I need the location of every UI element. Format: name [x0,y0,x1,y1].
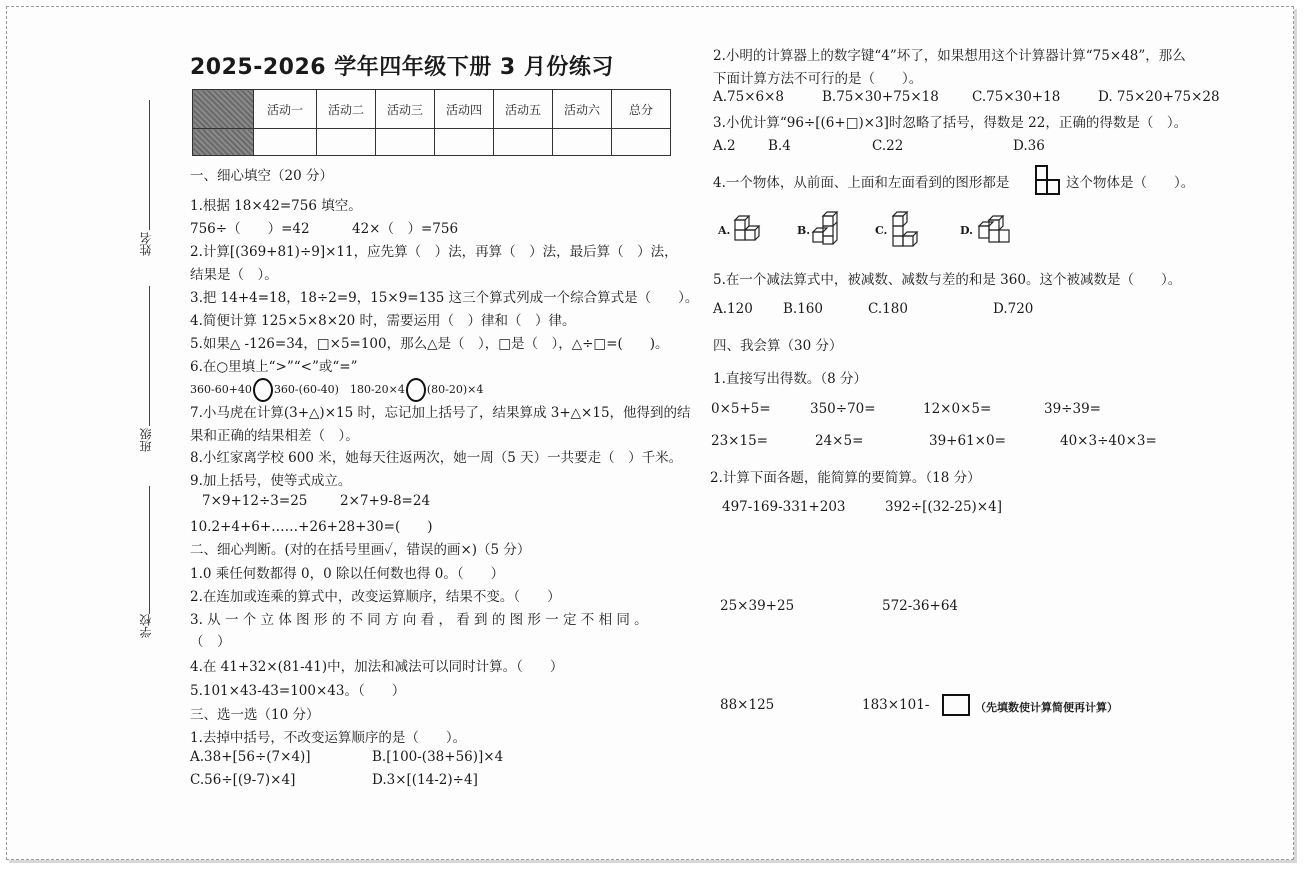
score-cell[interactable] [553,129,612,156]
choice-option: D. [960,224,973,237]
score-cell[interactable] [317,129,376,156]
cube-stack-icon [809,210,845,248]
question-text: 2×7+9-8=24 [340,493,431,509]
question-text: 2.计算下面各题，能简算的要简算。（18 分） [710,470,981,486]
calc-item: 497-169-331+203 [722,499,846,515]
question-text: 2.小明的计算器上的数字键“4”坏了，如果想用这个计算器计算“75×48”，那么 [713,48,1186,64]
question-text: 这个物体是（ ）。 [1066,175,1195,191]
section-heading: 一、细心填空（20 分） [190,168,333,184]
question-text: 2.在连加或连乘的算式中，改变运算顺序，结果不变。（ ） [190,589,561,605]
cube-stack-icon [887,210,921,248]
question-text: 下面计算方法不可行的是（ ）。 [713,71,923,87]
question-text: 3. 从 一 个 立 体 图 形 的 不 同 方 向 看 ， 看 到 的 图 形 一 定 不 相 同 。 [190,612,648,628]
calc-item: 25×39+25 [720,598,795,614]
question-text: 1.去掉中括号，不改变运算顺序的是（ ）。 [190,730,467,746]
oral-calc-item: 40×3÷40×3= [1060,433,1157,449]
choice-option: A.75×6×8 [713,89,785,105]
score-cell[interactable] [612,129,671,156]
calc-item: 392÷[(32-25)×4] [885,499,1002,515]
choice-option: C.56÷[(9-7)×4] [190,772,296,788]
question-text: 7.小马虎在计算(3+△)×15 时，忘记加上括号了，结果算成 3+△×15，他得到的结 [190,405,691,421]
compare-expression: 360-60+40 [190,383,252,396]
question-text: 果和正确的结果相差（ ）。 [190,428,359,444]
view-shape-icon [1035,164,1061,196]
choice-option: D.36 [1013,138,1045,154]
question-text: 1.0 乘任何数都得 0，0 除以任何数也得 0。（ ） [190,566,505,582]
question-text: 7×9+12÷3=25 [202,493,308,509]
choice-option: B. [797,224,811,237]
score-cell[interactable] [435,129,494,156]
oral-calc-item: 0×5+5= [711,401,771,417]
question-text: 5.如果△ -126=34，□×5=100，那么△是（ ），□是（ ），△÷□=( )。 [190,336,669,352]
name-label: 姓名 [139,232,153,256]
question-text: 10.2+4+6+……+26+28+30=( ) [190,519,433,535]
score-header: 活动二 [317,90,376,129]
choice-option: B.[100-(38+56)]×4 [372,749,504,765]
school-line [149,486,150,614]
choice-option: A.120 [713,301,753,317]
choice-option: B.75×30+75×18 [822,89,939,105]
score-corner [193,90,254,129]
compare-expression: 360-(60-40) 180-20×4 [273,383,405,396]
question-text: 结果是（ ）。 [190,267,278,283]
choice-option: D. 75×20+75×28 [1098,89,1220,105]
section-heading: 三、选一选（10 分） [190,707,320,723]
choice-option: C.75×30+18 [972,89,1061,105]
question-text: 1.直接写出得数。（8 分） [713,371,868,387]
question-text: 4.简便计算 125×5×8×20 时，需要运用（ ）律和（ ）律。 [190,313,576,329]
calc-item: 183×101- [862,697,930,713]
name-line [149,100,150,230]
cube-stack-icon [975,212,1015,246]
question-text: 3.小优计算“96÷[(6+□)×3]时忽略了括号，得数是 22，正确的得数是（ ）。 [713,115,1188,131]
calc-note: （先填数使计算简便再计算） [975,701,1118,714]
question-text: 9.加上括号，使等式成立。 [190,473,352,489]
compare-expression: (80-20)×4 [426,383,484,396]
score-cell[interactable] [494,129,553,156]
choice-option: C. [875,224,888,237]
question-text: （ ） [190,634,231,650]
choice-option: A.38+[56÷(7×4)] [190,749,311,765]
score-cell[interactable] [376,129,435,156]
section-heading: 四、我会算（30 分） [713,338,843,354]
question-text: 6.在○里填上“>”“<”或“=” [190,359,358,375]
choice-option: C.22 [872,138,904,154]
compare-row [190,378,483,402]
section-heading: 二、细心判断。(对的在括号里画✓，错误的画×)（5 分） [190,542,531,558]
question-text: 2.计算[(369+81)÷9]×11，应先算（ ）法，再算（ ）法，最后算（ ）法， [190,244,678,260]
choice-option: B.160 [783,301,823,317]
question-text: 5.101×43-43=100×43。（ ） [190,683,406,699]
class-label: 班级 [139,428,153,452]
score-header: 总分 [612,90,671,129]
choice-option: D.720 [993,301,1034,317]
choice-option: B.4 [768,138,791,154]
score-header: 活动一 [254,90,317,129]
question-text: 4.一个物体，从前面、上面和左面看到的图形都是 [713,175,1010,191]
question-text: 5.在一个减法算式中，被减数、减数与差的和是 360。这个被减数是（ ）。 [713,272,1182,288]
score-cell[interactable] [254,129,317,156]
page-title: 2025-2026 学年四年级下册 3 月份练习 [190,55,614,80]
question-text: 42×（ ）=756 [352,221,459,237]
question-text: 4.在 41+32×(81-41)中，加法和减法可以同时计算。（ ） [190,659,564,675]
score-header: 活动五 [494,90,553,129]
score-corner [193,129,254,156]
oral-calc-item: 39÷39= [1044,401,1101,417]
score-table [192,89,671,156]
class-line [149,286,150,426]
compare-circle[interactable] [406,378,426,402]
question-text: 8.小红家离学校 600 米，她每天往返两次，她一周（5 天）一共要走（ ）千米。 [190,450,683,466]
oral-calc-item: 23×15= [711,433,768,449]
calc-item: 88×125 [720,697,775,713]
score-header: 活动三 [376,90,435,129]
oral-calc-item: 12×0×5= [923,401,992,417]
oral-calc-item: 350÷70= [810,401,876,417]
choice-option: A.2 [713,138,736,154]
compare-circle[interactable] [253,378,273,402]
cube-stack-icon [731,212,763,246]
calc-item: 572-36+64 [882,598,958,614]
oral-calc-item: 39+61×0= [929,433,1006,449]
score-header: 活动四 [435,90,494,129]
oral-calc-item: 24×5= [815,433,864,449]
question-text: 1.根据 18×42=756 填空。 [190,198,362,214]
choice-option: D.3×[(14-2)÷4] [372,772,478,788]
fill-in-box[interactable] [942,694,970,716]
choice-option: A. [718,224,731,237]
school-label: 学校 [139,614,153,638]
score-header: 活动六 [553,90,612,129]
choice-option: C.180 [868,301,908,317]
question-text: 3.把 14+4=18，18÷2=9，15×9=135 这三个算式列成一个综合算式是（ ）。 [190,290,699,306]
question-text: 756÷（ ）=42 [190,221,310,237]
